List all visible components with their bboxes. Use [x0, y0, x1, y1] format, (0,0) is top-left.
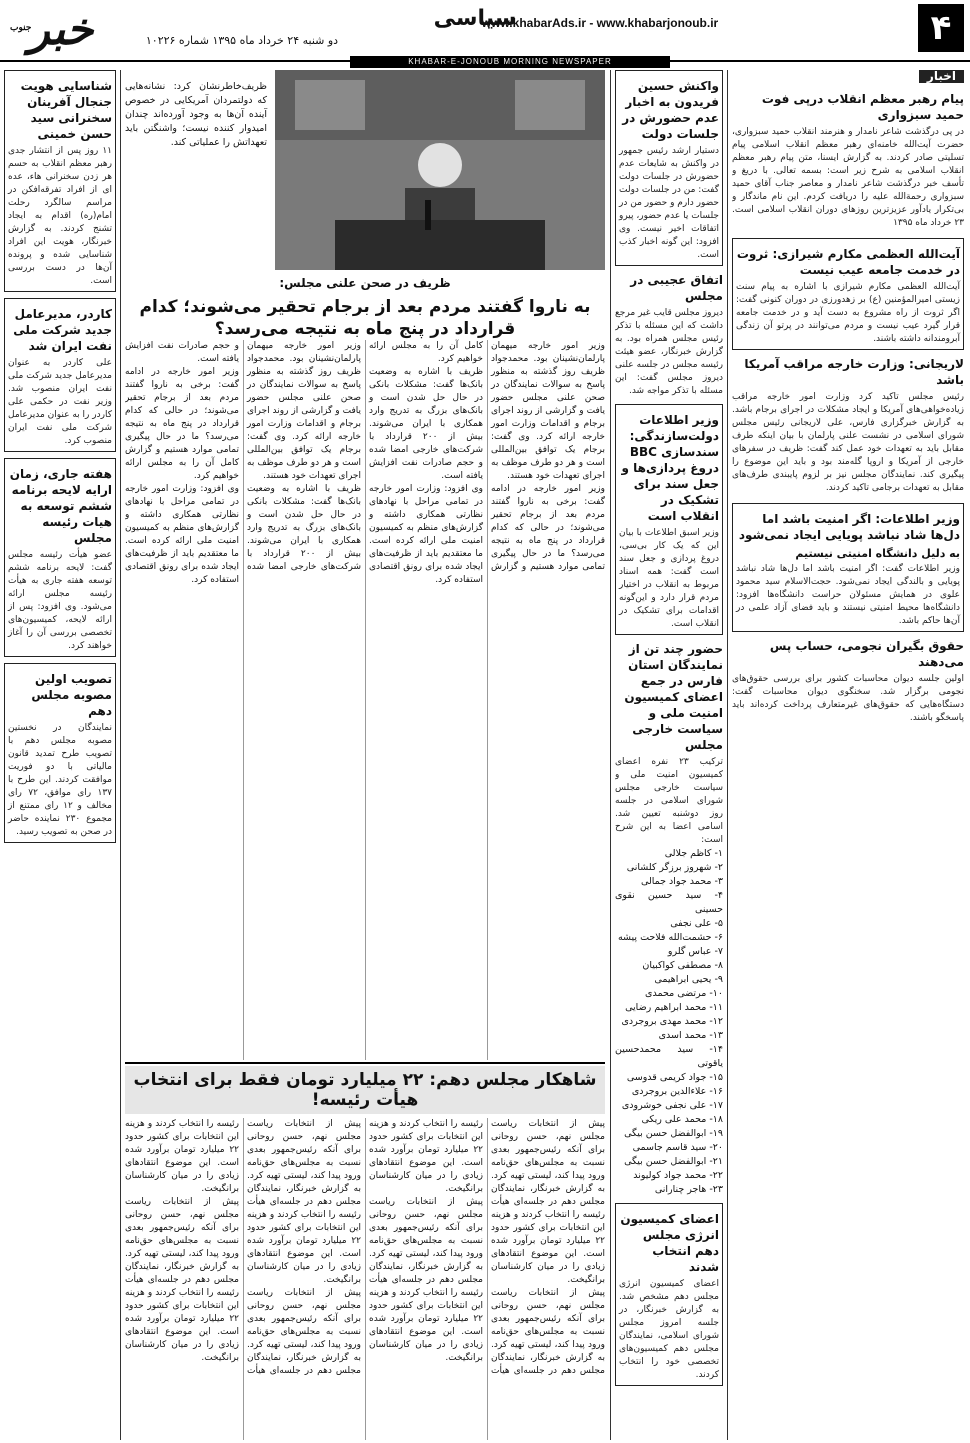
news-column-right: [732, 70, 964, 1440]
list-item: ۱۷- علی نجفی خوشرودی: [621, 1100, 723, 1111]
news-item: [4, 298, 116, 452]
news-column-middle-right: [615, 70, 723, 1440]
news-title[interactable]: وزیر اطلاعات: اگر امنیت باشد اما دل‌ها شاد نباشد پویایی ایجاد نمی‌شود: [738, 512, 960, 542]
news-item: [615, 70, 723, 266]
news-title[interactable]: لاریجانی: وزارت خارجه مراقب آمریکا باشد: [744, 357, 964, 387]
feature-paragraph: وزیر امور خارجه میهمان پارلمان‌نشینان بود. محمدجواد ظریف روز گذشته به منظور پاسخ به سوالات نمایندگان در صحن علنی مجلس حضور یافت و گزارشی از روند اجرای برجام و اقدامات وزارت امور خارجه ارائه کرد. وی گفت: برجام یک توافق بین‌المللی است و هر دو طرف موظف به اجرای تعهدات خود هستند.: [247, 341, 361, 481]
committee-member-list: [615, 847, 723, 1197]
news-title[interactable]: شناسایی هویت جنجال آفرینان سخنرانی سید حسن خمینی: [20, 79, 112, 141]
bottom-body: [125, 1118, 605, 1440]
headline-kicker: ظریف در صحن علنی مجلس:: [279, 276, 451, 290]
list-item: ۶- حشمت‌الله فلاحت پیشه: [617, 932, 723, 943]
news-title[interactable]: وزیر اطلاعات دولت‌سازندگی: سندسازی BBC دروغ پردازی‌ها و جعل سند برای تشکیک در انقلاب است: [621, 413, 719, 523]
feature-paragraph: وزیر امور خارجه میهمان پارلمان‌نشینان بود. محمدجواد ظریف روز گذشته به منظور پاسخ به سوالات نمایندگان در صحن علنی مجلس حضور یافت و گزارشی از روند اجرای برجام و اقدامات وزارت امور خارجه ارائه کرد. وی گفت: برجام یک توافق بین‌المللی است و هر دو طرف موظف به اجرای تعهدات خود هستند.: [491, 341, 605, 481]
list-item: ۱۸- محمد علی ریکی: [641, 1114, 723, 1125]
news-body: علی کاردر به عنوان مدیرعامل جدید شرکت ملی نفت ایران منصوب شد. وزیر نفت در حکمی علی کاردر را به عنوان مدیرعامل شرکت ملی نفت ایران منصوب کرد.: [8, 358, 112, 446]
feature-headline[interactable]: به ناروا گفتند مردم بعد از برجام تحقیر می‌شوند؛ کدام قرارداد در پنج ماه به نتیجه می‌رسد؟: [139, 297, 591, 339]
section-title: سیاسی: [433, 6, 517, 31]
bottom-paragraph: پیش از انتخابات ریاست مجلس نهم، حسن روحانی برای آنکه رئیس‌جمهور بعدی نسبت به مجلس‌های حق‌نامه ورود پیدا کند، لیستی تهیه کرد. به گزارش خبرنگار، نمایندگان مجلس دهم در جلسه‌ای هیأت رئیسه را انتخاب کردند و هزینه این انتخابات برای کشور حدود ۲۲ میلیارد تومان برآورد شده است. این موضوع انتقادهای زیادی را در میان کارشناسان برانگیخت.: [369, 1119, 605, 1376]
issue-date: دو شنبه ۲۴ خرداد ماه ۱۳۹۵ شماره ۱۰۲۲۶: [145, 34, 339, 47]
feature-paragraph: ظریف با اشاره به وضعیت بانک‌ها گفت: مشکلات بانکی در حال حل شدن است و بانک‌های بزرگ به تدریج وارد همکاری با ایران می‌شوند. بیش از ۲۰۰ قرارداد با شرکت‌های خارجی امضا شده و حجم صادرات نفت افزایش یافته است.: [369, 367, 483, 481]
list-item: ۲۱- ابوالفضل حسن بیگی: [624, 1156, 723, 1167]
news-title[interactable]: اعضای کمیسیون انرژی مجلس دهم انتخاب شدند: [620, 1212, 719, 1274]
list-item: ۱۳- محمد اسدی: [658, 1030, 723, 1041]
news-body: وزیر اسبق اطلاعات با بیان این که یک کار بی‌سی، دروغ پردازی و جعل سند است گفت: همه اسناد مربوط به انقلاب در اختیار مردم قرار دارد و این‌گونه اقدامات برای تشکیک در انقلاب است.: [619, 528, 719, 629]
news-item: [615, 1203, 723, 1386]
bottom-paragraph: پیش از انتخابات ریاست مجلس نهم، حسن روحانی برای آنکه رئیس‌جمهور بعدی نسبت به مجلس‌های حق‌نامه ورود پیدا کند، لیستی تهیه کرد. به گزارش خبرنگار، نمایندگان مجلس دهم در جلسه‌ای هیأت رئیسه را انتخاب کردند و هزینه این انتخابات برای کشور حدود ۲۲ میلیارد تومان برآورد شده است. این موضوع انتقادهای زیادی را در میان کارشناسان برانگیخت.: [125, 1119, 361, 1376]
news-body: اولین جلسه دیوان محاسبات کشور برای بررسی حقوق‌های نجومی برگزار شد. سخنگوی دیوان محاسبات گفت: دستگاه‌هایی که حقوق‌های غیرمتعارف پرداخت کرده‌اند باید پاسخگو باشند.: [732, 674, 964, 723]
bottom-paragraph: پیش از انتخابات ریاست مجلس نهم، حسن روحانی برای آنکه رئیس‌جمهور بعدی نسبت به مجلس‌های حق‌نامه ورود پیدا کند، لیستی تهیه کرد. به گزارش خبرنگار، نمایندگان مجلس دهم در جلسه‌ای هیأت رئیسه را انتخاب کردند و هزینه این انتخابات برای کشور حدود ۲۲ میلیارد تومان برآورد شده است. این موضوع انتقادهای زیادی را در میان کارشناسان برانگیخت.: [491, 1119, 605, 1285]
logo-text: خبر: [28, 4, 94, 55]
column-divider: [610, 70, 611, 1440]
news-body: آیت‌الله العظمی مکارم شیرازی با اشاره به پیام سنت زیستی امیرالمؤمنین (ع) بر زهدورزی در دوران کنونی گفت: اگر ثروت از راه مشروع به دست آید و در خدمت جامعه قرار گیرد عیب نیست و مردم می‌توانند در پرتو آن زندگی آبرومندانه داشته باشند.: [736, 282, 960, 344]
news-title[interactable]: حقوق بگیران نجومی، حساب پس می‌دهند: [769, 639, 964, 669]
list-item: ۱۲- محمد مهدی بروجردی: [621, 1016, 723, 1027]
news-body: اعضای کمیسیون انرژی مجلس دهم مشخص شد. به گزارش خبرنگار، در جلسه امروز مجلس شورای اسلامی، نمایندگان مجلس دهم کمیسیون‌های تخصصی خود را انتخاب کردند.: [619, 1279, 719, 1380]
news-title[interactable]: پیام رهبر معظم انقلاب درپی فوت حمید سبزواری: [761, 92, 964, 122]
news-title[interactable]: هفته جاری، زمان ارایه لایحه برنامه ششم توسعه به هیات رئیسه مجلس: [9, 467, 112, 545]
news-column-left: [4, 70, 116, 1440]
bottom-headline[interactable]: شاهکار مجلس دهم: ۲۲ میلیارد تومان فقط برای انتخاب هیأت رئیسه!: [133, 1070, 597, 1110]
photo-caption: ظریف‌خاطرنشان کرد: نشانه‌هایی که دولتمردان آمریکایی در خصوص آینده آن‌ها به وجود آورده‌اند چندان امیدوار کننده نیست؛ واشنگتن باید تعهداتش را عملیاتی کند.: [125, 81, 267, 148]
news-item: [732, 356, 964, 495]
news-item: [615, 272, 723, 398]
list-item: ۱۶- علاءالدین بروجردی: [631, 1086, 723, 1097]
list-item: ۷- عباس گلرو: [667, 946, 723, 957]
bottom-paragraph: پیش از انتخابات ریاست مجلس نهم، حسن روحانی برای آنکه رئیس‌جمهور بعدی نسبت به مجلس‌های حق‌نامه ورود پیدا کند، لیستی تهیه کرد. به گزارش خبرنگار، نمایندگان مجلس دهم در جلسه‌ای هیأت رئیسه را انتخاب کردند و هزینه این انتخابات برای کشور حدود ۲۲ میلیارد تومان برآورد شده است. این موضوع انتقادهای زیادی را در میان کارشناسان برانگیخت.: [247, 1119, 361, 1285]
news-body: نمایندگان در نخستین مصوبه مجلس دهم با تصویب طرح تمدید قانون مالیاتی با دو فوریت موافقت کردند. این طرح با ۱۳۷ رای موافق، ۷۲ رای مخالف و ۱۲ رای ممتنع از مجموع ۲۳۰ نماینده حاضر در صحن به تصویب رسید.: [8, 723, 113, 837]
bottom-story: [125, 1062, 605, 1440]
list-item: ۱۰- مرتضی محمدی: [645, 988, 723, 999]
news-item: [732, 238, 964, 350]
news-title[interactable]: واکنش حسین فریدون به اخبار عدم حضورش در جلسات دولت: [622, 79, 719, 141]
news-item: [615, 404, 723, 635]
site-urls[interactable]: www.khabarAds.ir - www.khabarjonoub.ir: [481, 16, 719, 30]
news-body: در پی درگذشت شاعر نامدار و هنرمند انقلاب حمید سبزواری، حضرت آیت‌الله خامنه‌ای رهبر معظم انقلاب اسلامی پیام تسلیتی صادر کردند. به گزارش ایسنا، متن پیام رهبر معظم انقلاب اسلامی به شرح زیر است: بسمه تعالی. با دریغ و تأسف خبر درگذشت شاعر نامدار و معاصر جناب آقای حمید سبزواری رحمة‌الله علیه را دریافت کردم. این نام ماندگار و بی‌تکرار یادآور عزیزترین روزهای دوران انقلاب اسلامی است. ۲۳ خرداد ماه ۱۳۹۵: [732, 127, 964, 228]
bottom-paragraph: پیش از انتخابات ریاست مجلس نهم، حسن روحانی برای آنکه رئیس‌جمهور بعدی نسبت به مجلس‌های حق‌نامه ورود پیدا کند، لیستی تهیه کرد. به گزارش خبرنگار، نمایندگان مجلس دهم در جلسه‌ای هیأت رئیسه را انتخاب کردند و هزینه این انتخابات برای کشور حدود ۲۲ میلیارد تومان برآورد شده است. این موضوع انتقادهای زیادی را در میان کارشناسان برانگیخت.: [369, 1197, 483, 1363]
list-item: ۵- علی نجفی: [670, 918, 723, 929]
list-item: ۴- سید حسین نقوی حسینی: [615, 890, 723, 915]
news-title[interactable]: اتفاق عجیبی در مجلس: [630, 273, 723, 303]
feature-paragraph: وی افزود: وزارت امور خارجه در تمامی مراحل با نهادهای نظارتی همکاری داشته و گزارش‌های منظم به کمیسیون امنیت ملی ارائه کرده است. ما معتقدیم باید از ظرفیت‌های ایجاد شده برای رونق اقتصادی استفاده کرد.: [369, 484, 483, 585]
parliament-photo-icon: [275, 70, 605, 270]
news-body: دستیار ارشد رئیس جمهور در واکنش به شایعات عدم حضورش در جلسات دولت گفت: من در جلسات دولت حضور دارم و حضور من در جلسات یا عدم حضور، پیرو اتفاقات اخیر نیست. وی افزود: این گونه اخبار کذب است.: [619, 146, 719, 260]
feature-photo: [275, 70, 605, 270]
column-divider: [727, 70, 728, 1440]
feature-paragraph: وزیر امور خارجه در ادامه گفت: برخی به ناروا گفتند مردم بعد از برجام تحقیر می‌شوند؛ در حالی که کدام قرارداد در پنج ماه به نتیجه می‌رسد؟ ما در حال پیگیری تمامی موارد هستیم و گزارش کامل آن را به مجلس ارائه خواهیم کرد.: [369, 341, 605, 572]
section-tag: اخبار: [919, 70, 964, 83]
news-item: [732, 91, 964, 230]
list-item: ۱۹- ابوالفضل حسن بیگی: [624, 1128, 723, 1139]
list-item: ۱- کاظم جلالی: [664, 848, 723, 859]
news-item: [4, 663, 116, 843]
feature-paragraph: وی افزود: وزارت امور خارجه در تمامی مراحل با نهادهای نظارتی همکاری داشته و گزارش‌های منظم به کمیسیون امنیت ملی ارائه کرده است. ما معتقدیم باید از ظرفیت‌های ایجاد شده برای رونق اقتصادی استفاده کرد.: [125, 484, 239, 585]
english-title-strip: KHABAR-E-JONOUB MORNING NEWSPAPER: [350, 56, 670, 68]
news-body: ۱۱ روز پس از انتشار جدی رهبر معظم انقلاب به حسم هر زدن سخنرانی هاء، عده ای از افراد تفرقه‌افکن در مراسم سالگرد رحلت امام(ره) اقدام به ایجاد تشنج کردند. به گزارش خبرنگار، هویت این افراد شناسایی شده و پرونده آن‌ها در دست بررسی است.: [8, 146, 112, 286]
list-item: ۲۲- محمد جواد کولیوند: [633, 1170, 723, 1181]
news-body: دیروز مجلس قایب غیر مرجع داشت که این مسئله با تذکر رئیس مجلس همراه بود. به گزارش خبرنگار، عضو هیئت رئیسه مجلس در جلسه علنی دیروز مجلس گفت: این مسئله با تذکر مواجه شد.: [615, 308, 723, 396]
bottom-paragraph: پیش از انتخابات ریاست مجلس نهم، حسن روحانی برای آنکه رئیس‌جمهور بعدی نسبت به مجلس‌های حق‌نامه ورود پیدا کند، لیستی تهیه کرد. به گزارش خبرنگار، نمایندگان مجلس دهم در جلسه‌ای هیأت رئیسه را انتخاب کردند و هزینه این انتخابات برای کشور حدود ۲۲ میلیارد تومان برآورد شده است. این موضوع انتقادهای زیادی را در میان کارشناسان برانگیخت.: [125, 1197, 239, 1363]
news-body: وزیر اطلاعات گفت: اگر امنیت باشد اما دل‌ها شاد نباشد پویایی و بالندگی ایجاد نمی‌شود. حجت‌الاسلام سید محمود علوی در همایش مسئولان حراست دانشگاه‌ها افزود: دانشگاه‌ها محیط امنیتی نیستند و باید فضای آزاد علمی در آن‌ها حاکم باشد.: [736, 564, 960, 626]
feature-body: [125, 340, 605, 1060]
list-item: ۱۴- سید محمدحسین یاقوتی: [615, 1044, 723, 1069]
news-item: [4, 458, 116, 657]
news-item: [615, 641, 723, 1197]
page-number: ۴: [918, 4, 964, 52]
list-item: ۲۳- هاجر چنارانی: [654, 1184, 723, 1195]
list-item: ۸- مصطفی کواکبیان: [642, 960, 723, 971]
news-item: [732, 503, 964, 632]
list-item: ۱۵- جواد کریمی قدوسی: [626, 1072, 723, 1083]
list-item: ۲۰- سید قاسم جاسمی: [632, 1142, 723, 1153]
bottom-headline-bar: [125, 1066, 605, 1114]
masthead: [0, 0, 970, 62]
list-item: ۳- محمد جواد جمالی: [640, 876, 723, 887]
logo-subtext: جنوب: [10, 23, 32, 33]
news-title[interactable]: آیت‌الله العظمی مکارم شیرازی: ثروت در خدمت جامعه عیب نیست: [736, 247, 960, 277]
news-body: ترکیب ۲۳ نفره اعضای کمیسیون امنیت ملی و سیاست خارجی مجلس شورای اسلامی در جلسه روز دوشنبه تعیین شد. اسامی اعضا به این شرح است:: [615, 757, 723, 845]
news-item: [732, 638, 964, 725]
list-item: ۲- شهروز برزگر کلشانی: [626, 862, 723, 873]
news-body: رئیس مجلس تاکید کرد وزارت امور خارجه مراقب زیاده‌خواهی‌های آمریکا و ایجاد مشکلات در اجرای برجام باشد. به گزارش خبرگزاری فارس، علی لاریجانی رئیس مجلس شورای اسلامی در نشست علنی پارلمان با بیان اینکه طرف مقابل باید به تعهدات خود عمل کند گفت: ظریف در سفرهای خارجی از آمریکا و اروپا گله‌مند بود و باید این موضوع را پیگیری کند. نمایندگان مجلس نیز بر لزوم پایبندی طرف‌های مقابل به تعهدات برجامی تاکید کردند.: [732, 392, 964, 493]
feature-paragraph: ظریف با اشاره به وضعیت بانک‌ها گفت: مشکلات بانکی در حال حل شدن است و بانک‌های بزرگ به تدریج وارد همکاری با ایران می‌شوند. بیش از ۲۰۰ قرارداد با شرکت‌های خارجی امضا شده و حجم صادرات نفت افزایش یافته است.: [125, 341, 361, 572]
feature-paragraph: وزیر امور خارجه در ادامه گفت: برخی به ناروا گفتند مردم بعد از برجام تحقیر می‌شوند؛ در حالی که کدام قرارداد در پنج ماه به نتیجه می‌رسد؟ ما در حال پیگیری تمامی موارد هستیم و گزارش کامل آن را به مجلس ارائه خواهیم کرد.: [125, 367, 239, 481]
column-divider: [120, 70, 121, 1440]
feature-story: [125, 70, 605, 1060]
news-title[interactable]: کاردر، مدیرعامل جدید شرکت ملی نفت ایران شد: [13, 307, 112, 353]
news-title[interactable]: تصویب اولین مصوبه مجلس دهم: [31, 672, 112, 718]
news-body: عضو هیأت رئیسه مجلس گفت: لایحه برنامه ششم توسعه هفته جاری به هیأت رئیسه مجلس ارائه می‌شود. وی افزود: پس از ارائه لایحه، کمیسیون‌های تخصصی بررسی آن را آغاز خواهند کرد.: [8, 550, 112, 651]
news-item: [4, 70, 116, 292]
news-subtitle: به دلیل دانشگاه امنیتی نیستیم: [795, 547, 960, 560]
news-title[interactable]: حضور چند تن از نمایندگان استان فارس در جمع اعضای کمیسیون امنیت ملی و سیاست خارجی مجلس: [624, 642, 723, 752]
list-item: ۱۱- محمد ابراهیم رضایی: [625, 1002, 723, 1013]
newspaper-logo: [6, 4, 116, 56]
list-item: ۹- یحیی ابراهیمی: [654, 974, 723, 985]
